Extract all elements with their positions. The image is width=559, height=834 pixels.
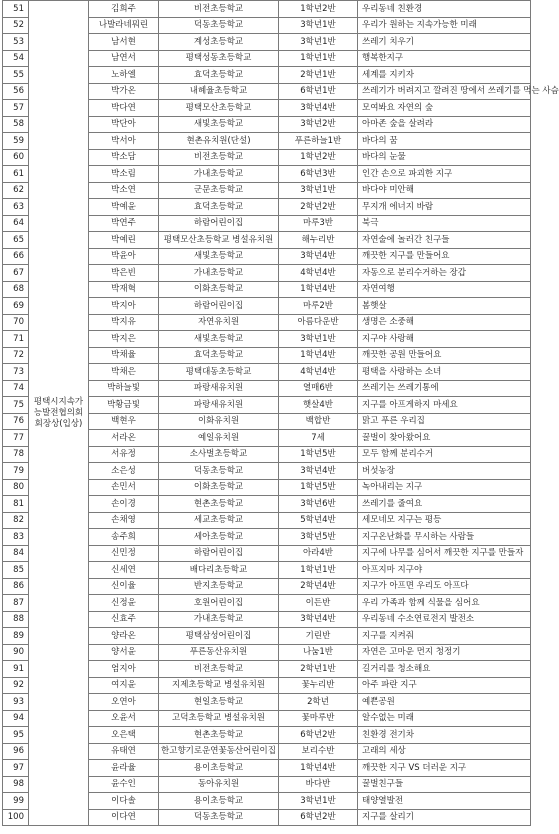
student-name-cell: 이다솔 (89, 793, 159, 810)
school-name-cell: 이화초등학교 (159, 479, 279, 496)
school-name-cell: 푸른동산유치원 (159, 644, 279, 661)
row-number-cell: 62 (3, 182, 29, 199)
work-title-cell: 깨끗한 지구를 만들어요 (358, 248, 531, 265)
school-name-cell: 세교초등학교 (159, 512, 279, 529)
student-name-cell: 박단아 (89, 116, 159, 133)
student-name-cell: 양서윤 (89, 644, 159, 661)
work-title-cell: 바다야 미안해 (358, 182, 531, 199)
class-cell: 5학년4반 (279, 512, 358, 529)
school-name-cell: 고덕초등학교 병설유치원 (159, 710, 279, 727)
work-title-cell: 깨끗한 공원 만들어요 (358, 347, 531, 364)
school-name-cell: 비전초등학교 (159, 1, 279, 18)
work-title-cell: 지구를 살리기 (358, 809, 531, 826)
school-name-cell: 평택삼성어린이집 (159, 628, 279, 645)
class-cell: 1학년2반 (279, 149, 358, 166)
row-number-cell: 63 (3, 199, 29, 216)
work-title-cell: 지구온난화를 무시하는 사람들 (358, 529, 531, 546)
work-title-cell: 인간 손으로 파괴한 지구 (358, 166, 531, 183)
class-cell: 2학년4반 (279, 578, 358, 595)
row-number-cell: 53 (3, 34, 29, 51)
work-title-cell: 우리가 원하는 지속가능한 미래 (358, 17, 531, 34)
work-title-cell: 쓰레기가 버려지고 깔려진 땅에서 쓰레기를 먹는 사슴 (358, 83, 531, 100)
school-name-cell: 새빛초등학교 (159, 331, 279, 348)
work-title-cell: 고래의 세상 (358, 743, 531, 760)
class-cell: 3학년4반 (279, 100, 358, 117)
row-number-cell: 95 (3, 727, 29, 744)
class-cell: 1학년1반 (279, 562, 358, 579)
work-title-cell: 자연여행 (358, 281, 531, 298)
work-title-cell: 태양열발전 (358, 793, 531, 810)
work-title-cell: 북극 (358, 215, 531, 232)
school-name-cell: 용이초등학교 (159, 793, 279, 810)
school-name-cell: 평택모산초등학교 (159, 100, 279, 117)
school-name-cell: 평택성동초등학교 (159, 50, 279, 67)
row-number-cell: 67 (3, 265, 29, 282)
row-number-cell: 70 (3, 314, 29, 331)
row-number-cell: 52 (3, 17, 29, 34)
class-cell: 2학년1반 (279, 67, 358, 84)
class-cell: 햇살4반 (279, 397, 358, 414)
row-number-cell: 55 (3, 67, 29, 84)
row-number-cell: 75 (3, 397, 29, 414)
work-title-cell: 지구를 아프게하지 마세요 (358, 397, 531, 414)
row-number-cell: 78 (3, 446, 29, 463)
row-number-cell: 83 (3, 529, 29, 546)
class-cell: 3학년1반 (279, 17, 358, 34)
school-name-cell: 지제초등학교 병설유치원 (159, 677, 279, 694)
student-name-cell: 남서현 (89, 34, 159, 51)
class-cell: 기린반 (279, 628, 358, 645)
work-title-cell: 맑고 푸른 우리집 (358, 413, 531, 430)
row-number-cell: 74 (3, 380, 29, 397)
student-name-cell: 김희주 (89, 1, 159, 18)
student-name-cell: 박채율 (89, 347, 159, 364)
student-name-cell: 박소담 (89, 149, 159, 166)
school-name-cell: 효덕초등학교 (159, 347, 279, 364)
class-cell: 아라4반 (279, 545, 358, 562)
row-number-cell: 64 (3, 215, 29, 232)
work-title-cell: 세계를 지키자 (358, 67, 531, 84)
row-number-cell: 57 (3, 100, 29, 117)
school-name-cell: 이화유치원 (159, 413, 279, 430)
class-cell: 열매6반 (279, 380, 358, 397)
school-name-cell: 군문초등학교 (159, 182, 279, 199)
student-name-cell: 윤라율 (89, 760, 159, 777)
class-cell: 1학년2반 (279, 1, 358, 18)
work-title-cell: 아주 파란 지구 (358, 677, 531, 694)
row-number-cell: 93 (3, 694, 29, 711)
work-title-cell: 자연은 고마운 먼지 청정기 (358, 644, 531, 661)
student-name-cell: 박서아 (89, 133, 159, 150)
student-name-cell: 엄지아 (89, 661, 159, 678)
row-number-cell: 87 (3, 595, 29, 612)
student-name-cell: 손민서 (89, 479, 159, 496)
student-name-cell: 손이경 (89, 496, 159, 513)
class-cell: 3학년1반 (279, 331, 358, 348)
class-cell: 푸른하늘1반 (279, 133, 358, 150)
class-cell: 3학년1반 (279, 182, 358, 199)
student-name-cell: 박연주 (89, 215, 159, 232)
student-name-cell: 박황금빛 (89, 397, 159, 414)
student-name-cell: 박하늘빛 (89, 380, 159, 397)
student-name-cell: 신효주 (89, 611, 159, 628)
row-number-cell: 68 (3, 281, 29, 298)
class-cell: 2학년1반 (279, 661, 358, 678)
school-name-cell: 파랑새유치원 (159, 397, 279, 414)
student-name-cell: 서라온 (89, 430, 159, 447)
student-name-cell: 신민정 (89, 545, 159, 562)
work-title-cell: 아마존 숲을 살려라 (358, 116, 531, 133)
work-title-cell: 꿀벌이 찾아왔어요 (358, 430, 531, 447)
student-name-cell: 박지유 (89, 314, 159, 331)
row-number-cell: 60 (3, 149, 29, 166)
student-name-cell: 양라온 (89, 628, 159, 645)
work-title-cell: 행복한지구 (358, 50, 531, 67)
row-number-cell: 89 (3, 628, 29, 645)
class-cell: 바다반 (279, 776, 358, 793)
work-title-cell: 꿀벌친구들 (358, 776, 531, 793)
school-name-cell: 새빛초등학교 (159, 116, 279, 133)
student-name-cell: 백현우 (89, 413, 159, 430)
class-cell: 보리수반 (279, 743, 358, 760)
school-name-cell: 덕동초등학교 (159, 17, 279, 34)
student-name-cell: 박가온 (89, 83, 159, 100)
row-number-cell: 100 (3, 809, 29, 826)
class-cell: 꽃누리반 (279, 677, 358, 694)
school-name-cell: 내혜율초등학교 (159, 83, 279, 100)
class-cell: 6학년2반 (279, 727, 358, 744)
row-number-cell: 81 (3, 496, 29, 513)
row-number-cell: 77 (3, 430, 29, 447)
row-number-cell: 69 (3, 298, 29, 315)
student-name-cell: 박다연 (89, 100, 159, 117)
work-title-cell: 자동으로 분리수거하는 장갑 (358, 265, 531, 282)
school-name-cell: 비전초등학교 (159, 661, 279, 678)
work-title-cell: 지구야 사랑해 (358, 331, 531, 348)
row-number-cell: 94 (3, 710, 29, 727)
school-name-cell: 이화초등학교 (159, 281, 279, 298)
row-number-cell: 84 (3, 545, 29, 562)
school-name-cell: 소사벌초등학교 (159, 446, 279, 463)
work-title-cell: 우리동네 친환경 (358, 1, 531, 18)
work-title-cell: 쓰레기를 줄여요 (358, 496, 531, 513)
student-name-cell: 남연서 (89, 50, 159, 67)
class-cell: 3학년1반 (279, 793, 358, 810)
class-cell: 1학년5반 (279, 446, 358, 463)
school-name-cell: 파랑새유치원 (159, 380, 279, 397)
student-name-cell: 박재혁 (89, 281, 159, 298)
work-title-cell: 길거리를 청소해요 (358, 661, 531, 678)
class-cell: 마루3반 (279, 215, 358, 232)
work-title-cell: 아프지마 지구야 (358, 562, 531, 579)
row-number-cell: 54 (3, 50, 29, 67)
row-number-cell: 88 (3, 611, 29, 628)
row-number-cell: 72 (3, 347, 29, 364)
work-title-cell: 알수없는 미래 (358, 710, 531, 727)
school-name-cell: 호원어린이집 (159, 595, 279, 612)
student-name-cell: 박채은 (89, 364, 159, 381)
school-name-cell: 한고향기로운연꽃동산어린이집 (159, 743, 279, 760)
row-number-cell: 96 (3, 743, 29, 760)
work-title-cell: 예쁜공원 (358, 694, 531, 711)
class-cell: 해누리반 (279, 232, 358, 249)
class-cell: 6학년1반 (279, 83, 358, 100)
class-cell: 1학년4반 (279, 347, 358, 364)
class-cell: 2학년 (279, 694, 358, 711)
class-cell: 3학년5반 (279, 529, 358, 546)
school-name-cell: 새빛초등학교 (159, 248, 279, 265)
school-name-cell: 예일유치원 (159, 430, 279, 447)
table-body (3, 1, 559, 826)
student-name-cell: 박지아 (89, 298, 159, 315)
row-number-cell: 99 (3, 793, 29, 810)
school-name-cell: 가내초등학교 (159, 166, 279, 183)
row-number-cell: 76 (3, 413, 29, 430)
school-name-cell: 덕동초등학교 (159, 463, 279, 480)
work-title-cell: 봄햇살 (358, 298, 531, 315)
student-name-cell: 오연아 (89, 694, 159, 711)
class-cell: 3학년4반 (279, 611, 358, 628)
student-name-cell: 박윤아 (89, 248, 159, 265)
student-name-cell: 신정윤 (89, 595, 159, 612)
student-name-cell: 서유정 (89, 446, 159, 463)
student-name-cell: 노하엘 (89, 67, 159, 84)
student-name-cell: 박소림 (89, 166, 159, 183)
table-row (3, 1, 531, 18)
work-title-cell: 깨끗한 지구 VS 더러운 지구 (358, 760, 531, 777)
school-name-cell: 가내초등학교 (159, 265, 279, 282)
student-name-cell: 오윤서 (89, 710, 159, 727)
student-name-cell: 유태연 (89, 743, 159, 760)
student-name-cell: 신이율 (89, 578, 159, 595)
school-name-cell: 하람어린이집 (159, 215, 279, 232)
work-title-cell: 친환경 전기차 (358, 727, 531, 744)
row-number-cell: 65 (3, 232, 29, 249)
class-cell: 3학년4반 (279, 463, 358, 480)
class-cell: 1학년4반 (279, 281, 358, 298)
work-title-cell: 모두 함께 분리수거 (358, 446, 531, 463)
work-title-cell: 세모네모 지구는 평등 (358, 512, 531, 529)
work-title-cell: 지구에 나무를 심어서 깨끗한 지구를 만들자 (358, 545, 531, 562)
work-title-cell: 버섯농장 (358, 463, 531, 480)
school-name-cell: 계성초등학교 (159, 34, 279, 51)
work-title-cell: 쓰레기 치우기 (358, 34, 531, 51)
class-cell: 꽃마루반 (279, 710, 358, 727)
work-title-cell: 우리 가족과 함께 식물을 심어요 (358, 595, 531, 612)
school-name-cell: 하람어린이집 (159, 298, 279, 315)
student-name-cell: 신세연 (89, 562, 159, 579)
work-title-cell: 바다의 꿈 (358, 133, 531, 150)
row-number-cell: 98 (3, 776, 29, 793)
student-name-cell: 소은성 (89, 463, 159, 480)
student-name-cell: 윤수인 (89, 776, 159, 793)
school-name-cell: 자연유치원 (159, 314, 279, 331)
class-cell: 마루2반 (279, 298, 358, 315)
row-number-cell: 92 (3, 677, 29, 694)
student-name-cell: 박예윤 (89, 199, 159, 216)
work-title-cell: 지구가 아프면 우리도 아프다 (358, 578, 531, 595)
school-name-cell: 하람어린이집 (159, 545, 279, 562)
work-title-cell: 평택을 사랑하는 소녀 (358, 364, 531, 381)
row-number-cell: 91 (3, 661, 29, 678)
class-cell: 4학년4반 (279, 364, 358, 381)
school-name-cell: 현일초등학교 (159, 694, 279, 711)
student-name-cell: 송주희 (89, 529, 159, 546)
work-title-cell: 지구를 지켜줘 (358, 628, 531, 645)
row-number-cell: 56 (3, 83, 29, 100)
school-name-cell: 현촌초등학교 (159, 727, 279, 744)
school-name-cell: 평택모산초등학교 병설유치원 (159, 232, 279, 249)
school-name-cell: 비전초등학교 (159, 149, 279, 166)
class-cell: 1학년5반 (279, 479, 358, 496)
student-name-cell: 박소연 (89, 182, 159, 199)
school-name-cell: 용이초등학교 (159, 760, 279, 777)
work-title-cell: 자연술에 놀러간 친구들 (358, 232, 531, 249)
row-number-cell: 58 (3, 116, 29, 133)
class-cell: 아름다운반 (279, 314, 358, 331)
student-name-cell: 여지윤 (89, 677, 159, 694)
row-number-cell: 61 (3, 166, 29, 183)
class-cell: 나눔1반 (279, 644, 358, 661)
student-name-cell: 나발라네뭐린 (89, 17, 159, 34)
row-number-cell: 82 (3, 512, 29, 529)
work-title-cell: 쓰레기는 쓰레기통에 (358, 380, 531, 397)
row-number-cell: 85 (3, 562, 29, 579)
class-cell: 백합반 (279, 413, 358, 430)
class-cell: 3학년4반 (279, 248, 358, 265)
row-number-cell: 79 (3, 463, 29, 480)
work-title-cell: 우리동네 수소연료전지 발전소 (358, 611, 531, 628)
student-name-cell: 손채영 (89, 512, 159, 529)
school-name-cell: 배다리초등학교 (159, 562, 279, 579)
award-winners-table (2, 0, 559, 826)
school-name-cell: 세아초등학교 (159, 529, 279, 546)
school-name-cell: 덕동초등학교 (159, 809, 279, 826)
work-title-cell: 생명은 소중해 (358, 314, 531, 331)
work-title-cell: 모여봐요 자연의 숲 (358, 100, 531, 117)
row-number-cell: 86 (3, 578, 29, 595)
school-name-cell: 가내초등학교 (159, 611, 279, 628)
student-name-cell: 박은빈 (89, 265, 159, 282)
row-number-cell: 80 (3, 479, 29, 496)
row-number-cell: 71 (3, 331, 29, 348)
class-cell: 3학년6반 (279, 496, 358, 513)
class-cell: 3학년2반 (279, 116, 358, 133)
row-number-cell: 90 (3, 644, 29, 661)
row-number-cell: 51 (3, 1, 29, 18)
row-number-cell: 73 (3, 364, 29, 381)
row-number-cell: 97 (3, 760, 29, 777)
class-cell: 3학년1반 (279, 34, 358, 51)
work-title-cell: 무지개 에너지 바람 (358, 199, 531, 216)
student-name-cell: 이다연 (89, 809, 159, 826)
school-name-cell: 평택대동초등학교 (159, 364, 279, 381)
class-cell: 이든반 (279, 595, 358, 612)
school-name-cell: 효덕초등학교 (159, 67, 279, 84)
work-title-cell: 바다의 눈물 (358, 149, 531, 166)
student-name-cell: 박예린 (89, 232, 159, 249)
school-name-cell: 현촌초등학교 (159, 496, 279, 513)
row-number-cell: 66 (3, 248, 29, 265)
school-name-cell: 반지초등학교 (159, 578, 279, 595)
school-name-cell: 동아유치원 (159, 776, 279, 793)
award-category-cell: 평택시지속가능발전협의회 회장상(입상) (29, 1, 89, 826)
work-title-cell: 녹아내리는 지구 (358, 479, 531, 496)
class-cell: 1학년4반 (279, 760, 358, 777)
class-cell: 6학년3반 (279, 166, 358, 183)
student-name-cell: 박지은 (89, 331, 159, 348)
class-cell: 7세 (279, 430, 358, 447)
class-cell: 4학년4반 (279, 265, 358, 282)
school-name-cell: 효덕초등학교 (159, 199, 279, 216)
class-cell: 1학년1반 (279, 50, 358, 67)
class-cell: 6학년2반 (279, 809, 358, 826)
row-number-cell: 59 (3, 133, 29, 150)
student-name-cell: 오은택 (89, 727, 159, 744)
class-cell: 2학년2반 (279, 199, 358, 216)
school-name-cell: 현촌유치원(단설) (159, 133, 279, 150)
